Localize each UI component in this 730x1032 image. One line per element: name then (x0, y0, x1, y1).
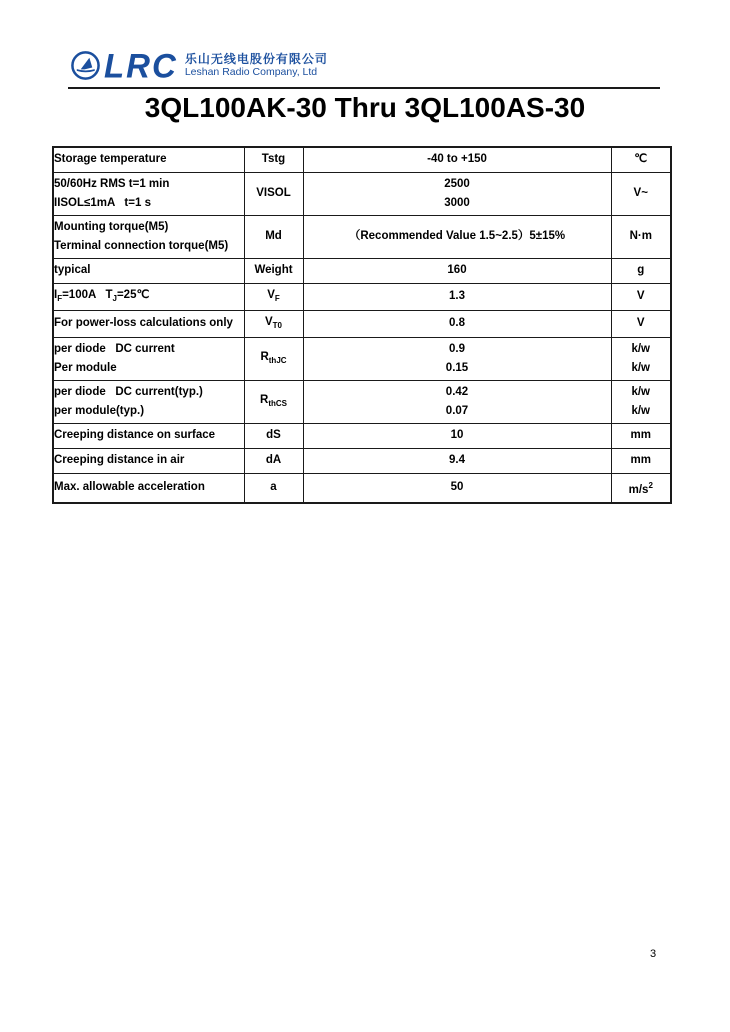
symbol-cell: dS (244, 423, 303, 448)
table-row (53, 172, 671, 215)
parameter-label-cell: Storage temperature (53, 147, 244, 172)
logo-text: LRC (104, 45, 178, 85)
symbol-cell: Md (244, 215, 303, 258)
value-cell: 10 (303, 423, 611, 448)
parameter-label-cell: 50/60Hz RMS t=1 min IISOL≤1mA t=1 s (53, 172, 244, 215)
value-cell: 9.4 (303, 448, 611, 473)
value-cell: 50 (303, 473, 611, 503)
symbol-cell: $V_F$ (244, 283, 303, 310)
parameter-label-cell: Creeping distance in air (53, 448, 244, 473)
table-row (53, 473, 671, 503)
unit-cell: mm (611, 448, 671, 473)
header-divider (68, 87, 660, 89)
table-row (53, 310, 671, 337)
page-title: 3QL100AK-30 Thru 3QL100AS-30 (144, 92, 586, 123)
value-cell: -40 to +150 (303, 147, 611, 172)
unit-cell: N·m (611, 215, 671, 258)
page-number: 3 (650, 948, 657, 960)
unit-cell: V (611, 310, 671, 337)
unit-cell: mm (611, 423, 671, 448)
table-row (53, 215, 671, 258)
symbol-cell: Tstg (244, 147, 303, 172)
parameter-label-cell: Creeping distance on surface (53, 423, 244, 448)
unit-cell: V (611, 283, 671, 310)
parameter-label-cell: typical (53, 258, 244, 283)
company-logo (70, 44, 328, 86)
unit-cell: g (611, 258, 671, 283)
unit-cell: k/w k/w (611, 337, 671, 380)
table-row (53, 337, 671, 380)
unit-cell: $m/s^2$ (611, 473, 671, 503)
symbol-cell: dA (244, 448, 303, 473)
lrc-logo-icon (70, 50, 101, 81)
value-cell: 0.8 (303, 310, 611, 337)
spec-table-body (53, 147, 671, 503)
symbol-cell: VISOL (244, 172, 303, 215)
value-cell: 0.42 0.07 (303, 380, 611, 423)
company-name-block (185, 52, 328, 78)
symbol-cell: $R_{thCS}$ (244, 380, 303, 423)
parameter-label-cell: per diode DC current Per module (53, 337, 244, 380)
value-cell: 2500 3000 (303, 172, 611, 215)
table-row (53, 380, 671, 423)
symbol-cell: $R_{thJC}$ (244, 337, 303, 380)
unit-cell: ℃ (611, 147, 671, 172)
value-cell: 0.9 0.15 (303, 337, 611, 380)
symbol-cell: a (244, 473, 303, 503)
table-row (53, 448, 671, 473)
parameter-label-cell: For power-loss calculations only (53, 310, 244, 337)
parameter-label-cell: Max. allowable acceleration (53, 473, 244, 503)
symbol-cell: $V_{T0}$ (244, 310, 303, 337)
unit-cell: k/w k/w (611, 380, 671, 423)
spec-table (52, 146, 672, 504)
table-row (53, 147, 671, 172)
symbol-cell: Weight (244, 258, 303, 283)
value-cell: 160 (303, 258, 611, 283)
value-cell: 1.3 (303, 283, 611, 310)
parameter-label-cell: Mounting torque(M5) Terminal connection torque(M5) (53, 215, 244, 258)
unit-cell: V~ (611, 172, 671, 215)
company-name-english: Leshan Radio Company, Ltd (184, 66, 318, 78)
value-cell: （Recommended Value 1.5~2.5）5±15% (303, 215, 611, 258)
table-row (53, 258, 671, 283)
table-row (53, 283, 671, 310)
parameter-label-cell: per diode DC current(typ.) per module(typ.) (53, 380, 244, 423)
parameter-label-cell: $I_F=100A$ $T_J=25℃$ (53, 283, 244, 310)
table-row (53, 423, 671, 448)
company-name-chinese: 乐山无线电股份有限公司 (184, 52, 328, 66)
